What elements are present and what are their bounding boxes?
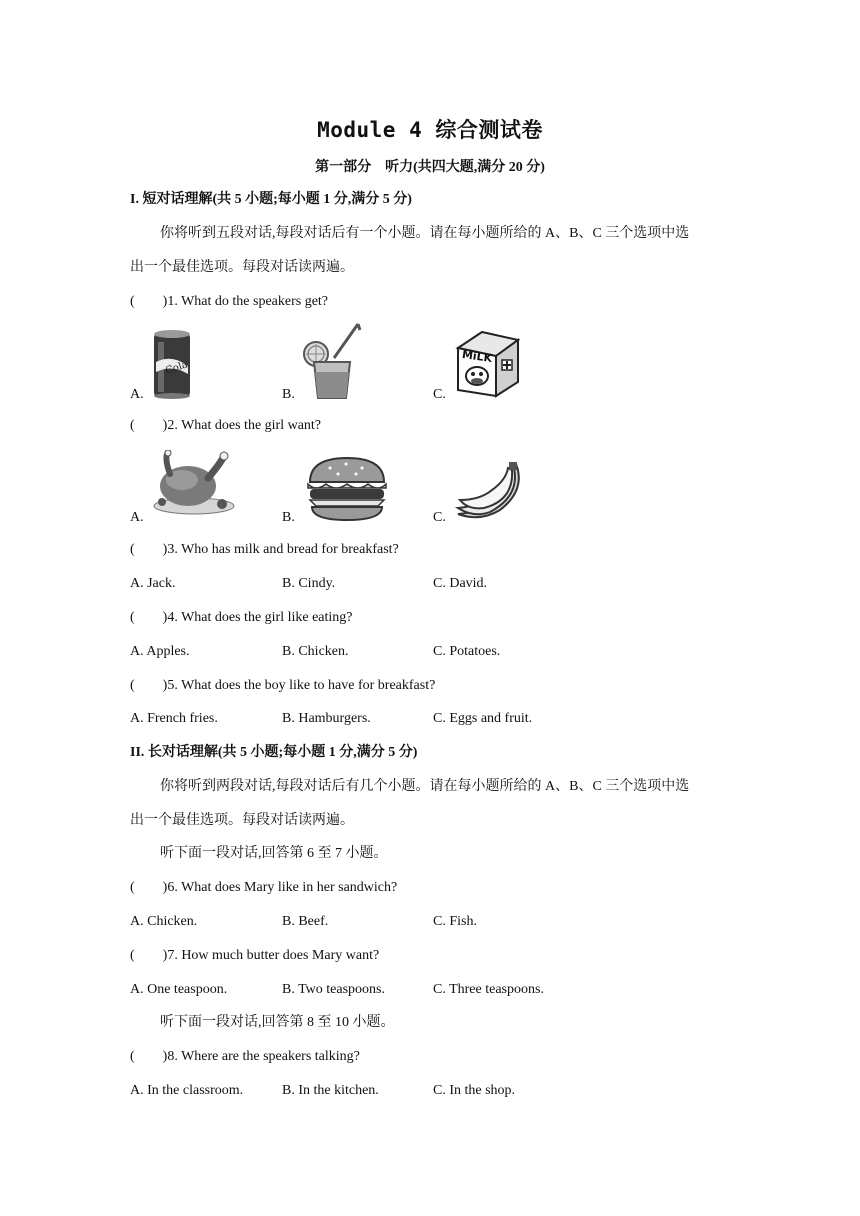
instructions-1-line2: 出一个最佳选项。每段对话读两遍。 — [130, 260, 354, 275]
section-heading-2: II. 长对话理解(共 5 小题;每小题 1 分,满分 5 分) — [130, 745, 418, 760]
q2-option-c: C. — [433, 510, 446, 525]
question-6: ( )6. What does Mary like in her sandwich? — [130, 880, 398, 895]
q1-option-b: B. — [282, 387, 295, 402]
q8-option-c: C. In the shop. — [433, 1083, 516, 1098]
q2-option-a: A. — [130, 510, 144, 525]
question-4: ( )4. What does the girl like eating? — [130, 610, 353, 625]
instructions-1-line1: 你将听到五段对话,每段对话后有一个小题。请在每小题所给的 A、B、C 三个选项中选 — [160, 226, 690, 241]
q6-option-a: A. Chicken. — [130, 914, 198, 929]
page-title: Module 4 综合测试卷 — [317, 118, 543, 142]
q3-option-b: B. Cindy. — [282, 576, 336, 591]
listen-prompt-8-10: 听下面一段对话,回答第 8 至 10 小题。 — [160, 1015, 395, 1030]
cola-can-icon — [148, 328, 196, 402]
part-heading: 第一部分 听力(共四大题,满分 20 分) — [315, 160, 545, 175]
listen-prompt-6-7: 听下面一段对话,回答第 6 至 7 小题。 — [160, 846, 388, 861]
svg-text:MiLK: MiLK — [461, 347, 493, 366]
juice-glass-icon — [300, 322, 364, 402]
q4-option-a: A. Apples. — [130, 644, 190, 659]
question-7: ( )7. How much butter does Mary want? — [130, 948, 380, 963]
q8-option-b: B. In the kitchen. — [282, 1083, 379, 1098]
q4-option-b: B. Chicken. — [282, 644, 349, 659]
question-3: ( )3. Who has milk and bread for breakfast? — [130, 542, 399, 557]
q3-option-a: A. Jack. — [130, 576, 176, 591]
q1-option-c: C. — [433, 387, 446, 402]
question-8: ( )8. Where are the speakers talking? — [130, 1049, 360, 1064]
svg-text:Cola: Cola — [164, 359, 190, 377]
hamburger-icon — [306, 456, 388, 522]
q5-option-c: C. Eggs and fruit. — [433, 711, 533, 726]
roast-chicken-icon — [150, 450, 236, 516]
q7-option-c: C. Three teaspoons. — [433, 982, 544, 997]
instructions-2-line2: 出一个最佳选项。每段对话读两遍。 — [130, 813, 354, 828]
q5-option-a: A. French fries. — [130, 711, 218, 726]
q4-option-c: C. Potatoes. — [433, 644, 501, 659]
q6-option-b: B. Beef. — [282, 914, 329, 929]
q1-option-a: A. — [130, 387, 144, 402]
milk-carton-icon — [452, 326, 524, 398]
q7-option-a: A. One teaspoon. — [130, 982, 228, 997]
q2-option-b: B. — [282, 510, 295, 525]
question-2: ( )2. What does the girl want? — [130, 418, 322, 433]
instructions-2-line1: 你将听到两段对话,每段对话后有几个小题。请在每小题所给的 A、B、C 三个选项中选 — [160, 779, 690, 794]
q8-option-a: A. In the classroom. — [130, 1083, 244, 1098]
question-5: ( )5. What does the boy like to have for breakfast? — [130, 678, 436, 693]
q6-option-c: C. Fish. — [433, 914, 477, 929]
q5-option-b: B. Hamburgers. — [282, 711, 371, 726]
q3-option-c: C. David. — [433, 576, 488, 591]
bananas-icon — [454, 460, 526, 522]
section-heading-1: I. 短对话理解(共 5 小题;每小题 1 分,满分 5 分) — [130, 192, 412, 207]
q7-option-b: B. Two teaspoons. — [282, 982, 385, 997]
question-1: ( )1. What do the speakers get? — [130, 294, 329, 309]
